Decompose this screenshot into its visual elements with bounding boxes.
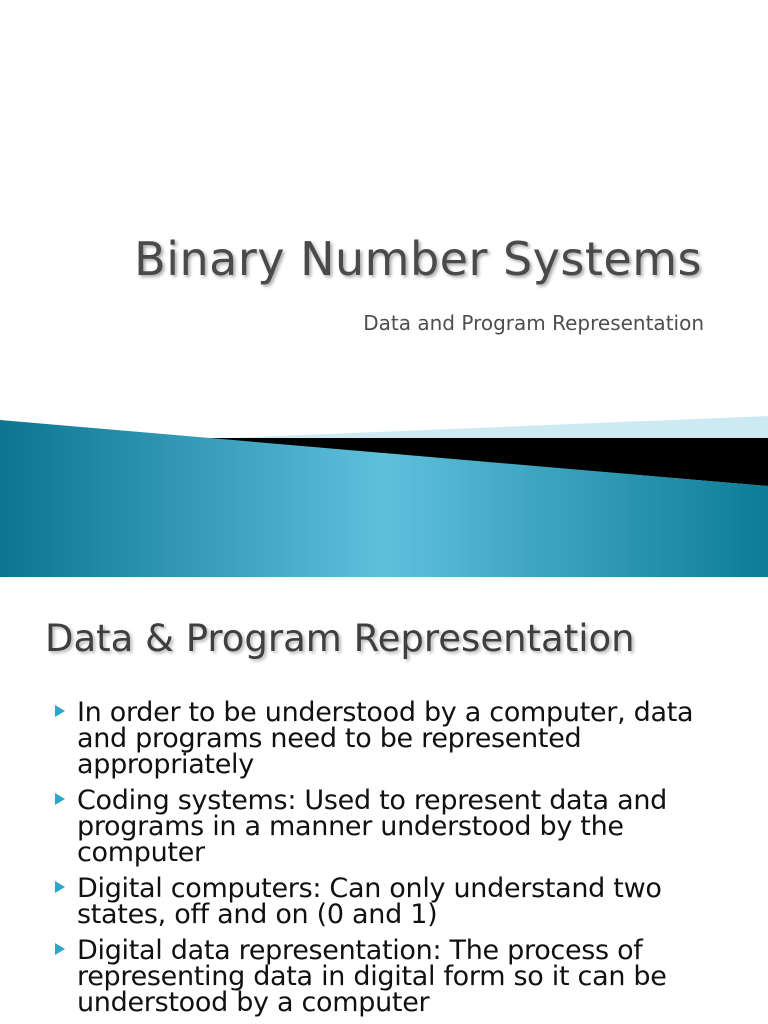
bullet-text: Coding systems: Used to represent data and programs in a manner understood by the computer (77, 785, 667, 868)
triangle-right-icon (55, 705, 65, 717)
slide-title: Data & Program Representation (45, 617, 635, 660)
slide-title: Binary Number Systems (134, 232, 702, 286)
triangle-right-icon (55, 881, 65, 893)
slide-subtitle: Data and Program Representation (363, 311, 704, 335)
list-item (50, 697, 750, 780)
triangle-right-icon (55, 793, 65, 805)
content-slide (0, 577, 768, 1024)
bullet-list (50, 697, 750, 1024)
list-item (50, 785, 750, 868)
band-pale-stripe (230, 416, 768, 438)
list-item (50, 935, 750, 1018)
triangle-right-icon (55, 943, 65, 955)
bullet-text: In order to be understood by a computer, data and programs need to be represented appropriately (77, 697, 694, 780)
decorative-band (0, 410, 768, 577)
list-item (50, 873, 750, 930)
bullet-text: Digital computers: Can only understand two states, off and on (0 and 1) (77, 873, 662, 930)
bullet-text: Digital data representation: The process of representing data in digital form so it can be understood by a computer (77, 935, 667, 1018)
